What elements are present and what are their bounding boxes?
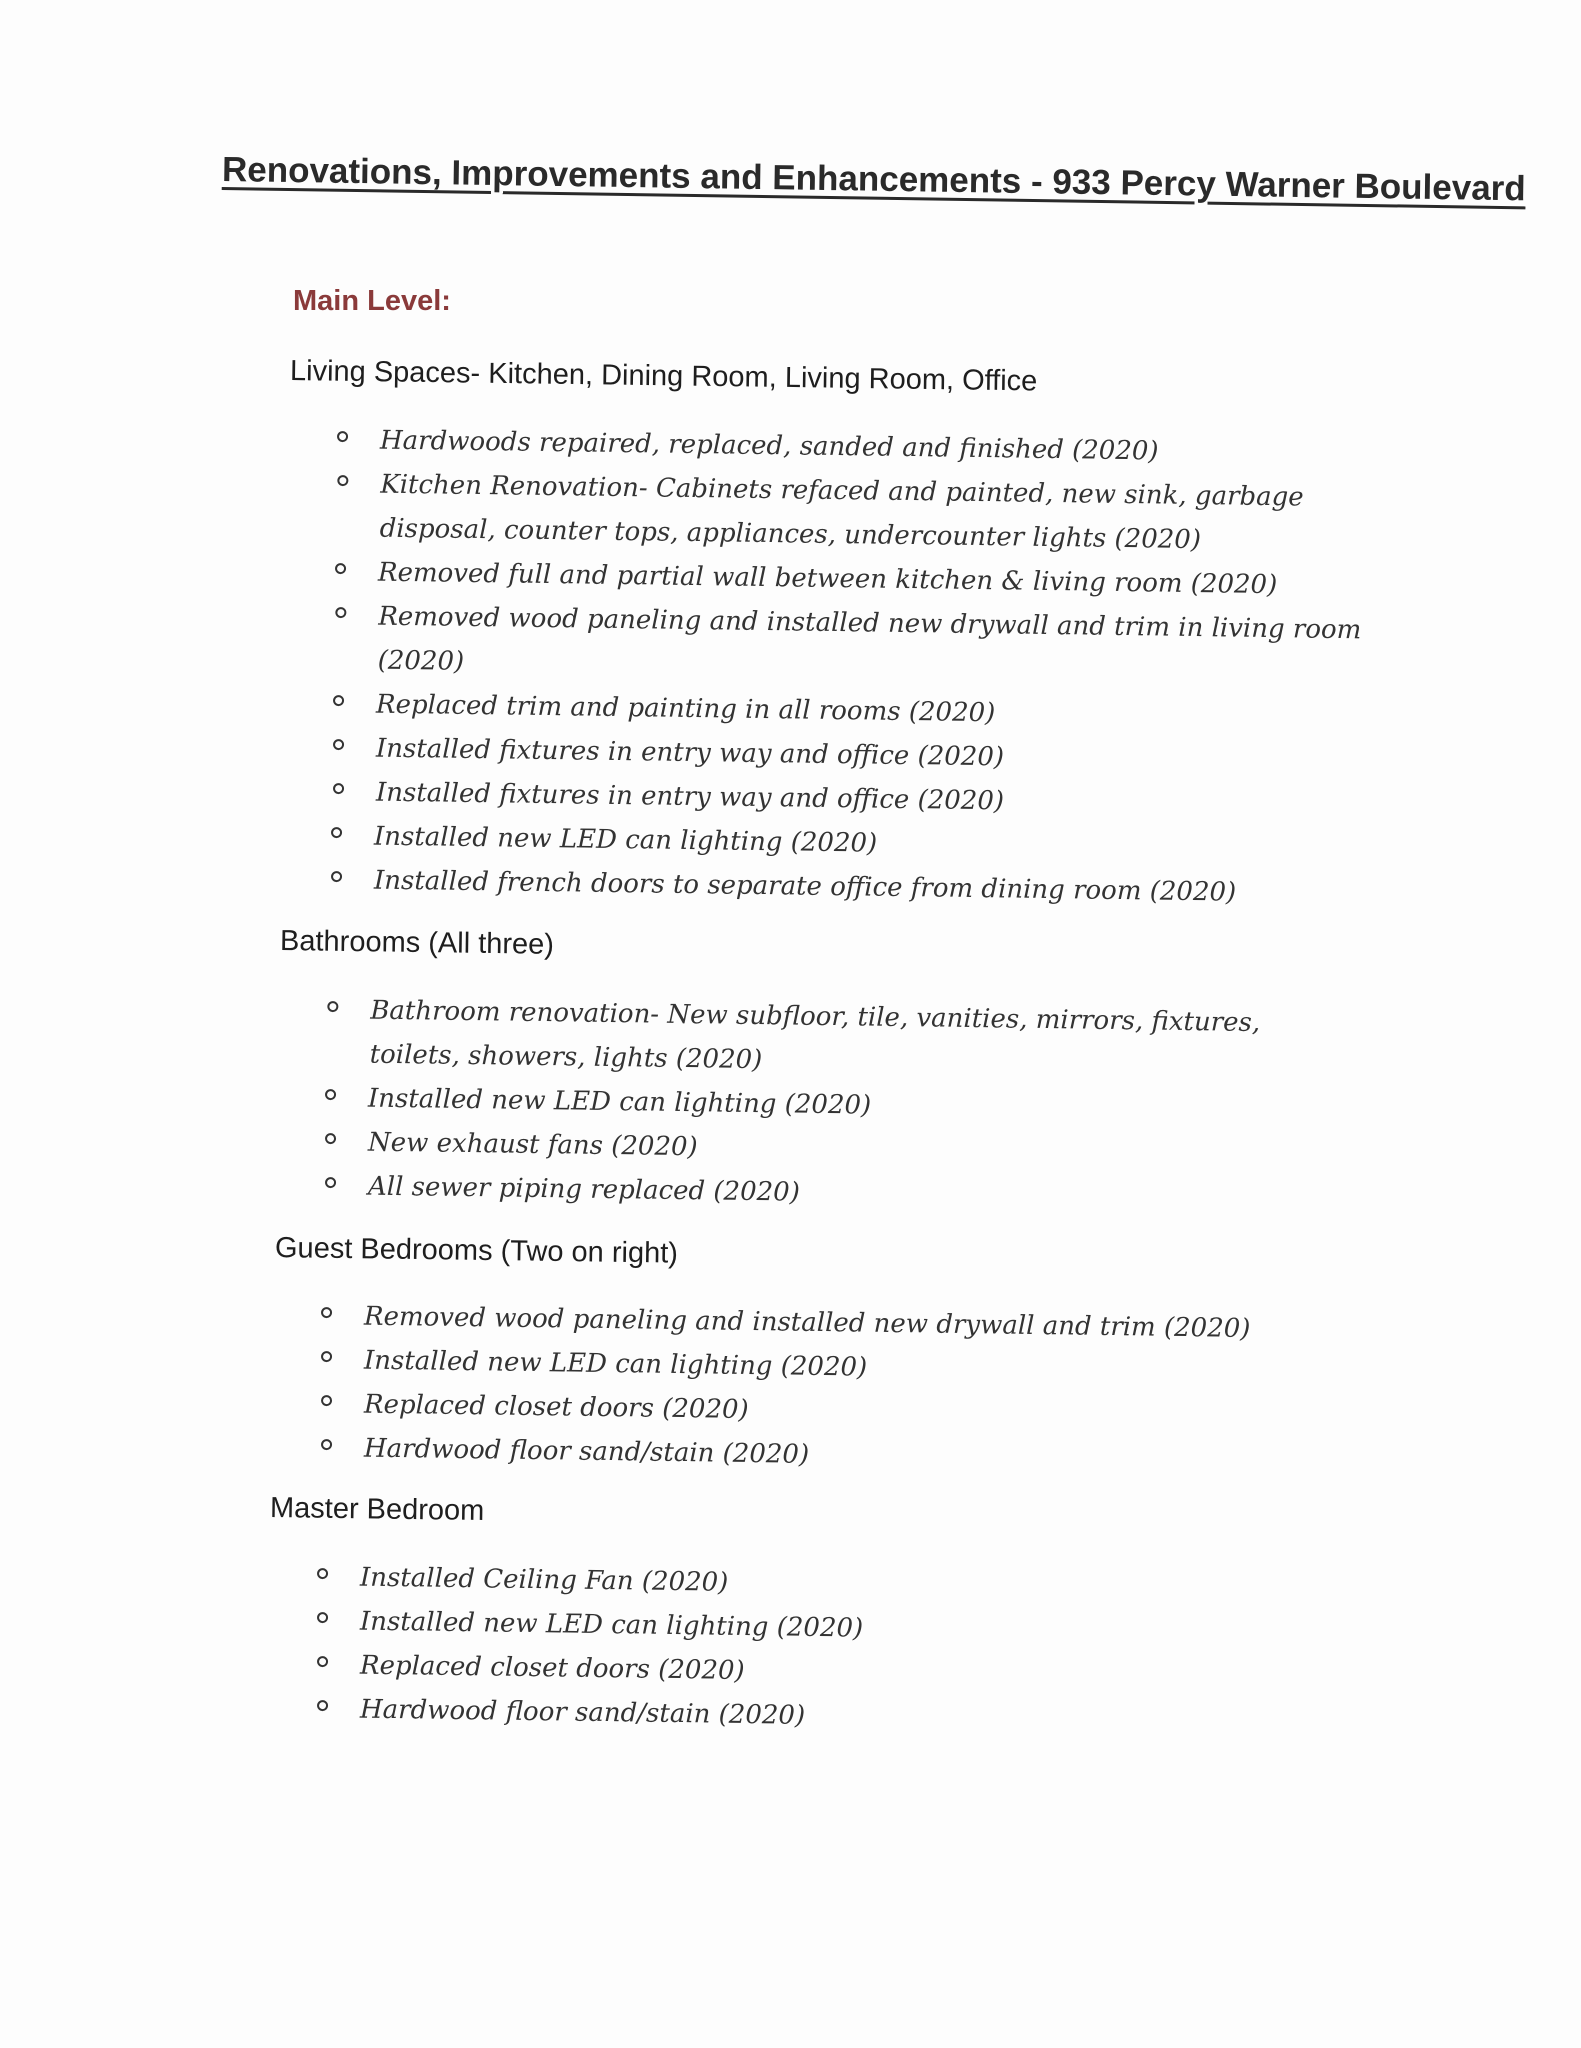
list-item-text: Installed new LED can lighting (2020) [367,1083,872,1121]
circle-bullet-icon [331,871,342,882]
list-item-text: Installed french doors to separate office from dining room (2020) [373,865,1237,908]
list-item-text: Installed Ceiling Fan (2020) [359,1562,729,1598]
list-item-text: Kitchen Renovation- Cabinets refaced and painted, new sink, garbage disposal, counter tops, appliances, undercounter lights (2020) [379,469,1304,556]
list-item-text: Hardwood floor sand/stain (2020) [363,1433,810,1470]
circle-bullet-icon [325,1177,336,1188]
section-heading-living-spaces: Living Spaces- Kitchen, Dining Room, Living Room, Office [289,355,1038,398]
circle-bullet-icon [321,1439,332,1450]
section-heading-guest-bedrooms: Guest Bedrooms (Two on right) [274,1232,679,1270]
list-item-text: Installed fixtures in entry way and office (2020) [375,777,1005,817]
list-item-text: Installed fixtures in entry way and office (2020) [375,733,1005,773]
section-heading-master-bedroom: Master Bedroom [269,1492,485,1527]
circle-bullet-icon [321,1395,332,1406]
circle-bullet-icon [331,827,342,838]
list-item-text: Removed wood paneling and installed new drywall and trim in living room (2020) [377,601,1362,677]
list-item [334,594,1375,697]
list-item [326,988,1337,1090]
circle-bullet-icon [333,695,344,706]
circle-bullet-icon [317,1700,328,1711]
circle-bullet-icon [321,1351,332,1362]
circle-bullet-icon [325,1089,336,1100]
circle-bullet-icon [327,1001,338,1012]
circle-bullet-icon [335,607,346,618]
list-item-text: Replaced closet doors (2020) [363,1389,749,1425]
list-item-text: Hardwoods repaired, replaced, sanded and finished (2020) [379,425,1159,467]
section-heading-bathrooms: Bathrooms (All three) [279,925,555,961]
circle-bullet-icon [317,1656,328,1667]
circle-bullet-icon [333,783,344,794]
list-item-text: Replaced trim and painting in all rooms (2020) [375,689,996,729]
list-item-text: Installed new LED can lighting (2020) [363,1345,868,1383]
list-item [336,462,1327,564]
list-item-text: Installed new LED can lighting (2020) [359,1606,864,1644]
list-item-text: Removed wood paneling and installed new drywall and trim (2020) [363,1301,1251,1344]
list-item-text: Installed new LED can lighting (2020) [373,821,878,859]
circle-bullet-icon [335,563,346,574]
document-title: Renovations, Improvements and Enhancements - 933 Percy Warner Boulevard [221,150,1526,209]
circle-bullet-icon [337,431,348,442]
circle-bullet-icon [321,1307,332,1318]
list-item-text: All sewer piping replaced (2020) [367,1171,801,1208]
circle-bullet-icon [325,1133,336,1144]
list-item-text: New exhaust fans (2020) [367,1127,698,1163]
circle-bullet-icon [317,1568,328,1579]
main-level-heading: Main Level: [293,285,451,317]
list-item-text: Bathroom renovation- New subfloor, tile, vanities, mirrors, fixtures, toilets, showers, lights (2020) [369,995,1261,1076]
list-item-text: Removed full and partial wall between kitchen & living room (2020) [377,557,1278,601]
list-item-text: Replaced closet doors (2020) [359,1650,745,1686]
circle-bullet-icon [317,1612,328,1623]
circle-bullet-icon [337,475,348,486]
list-item-text: Hardwood floor sand/stain (2020) [359,1694,806,1731]
circle-bullet-icon [333,739,344,750]
